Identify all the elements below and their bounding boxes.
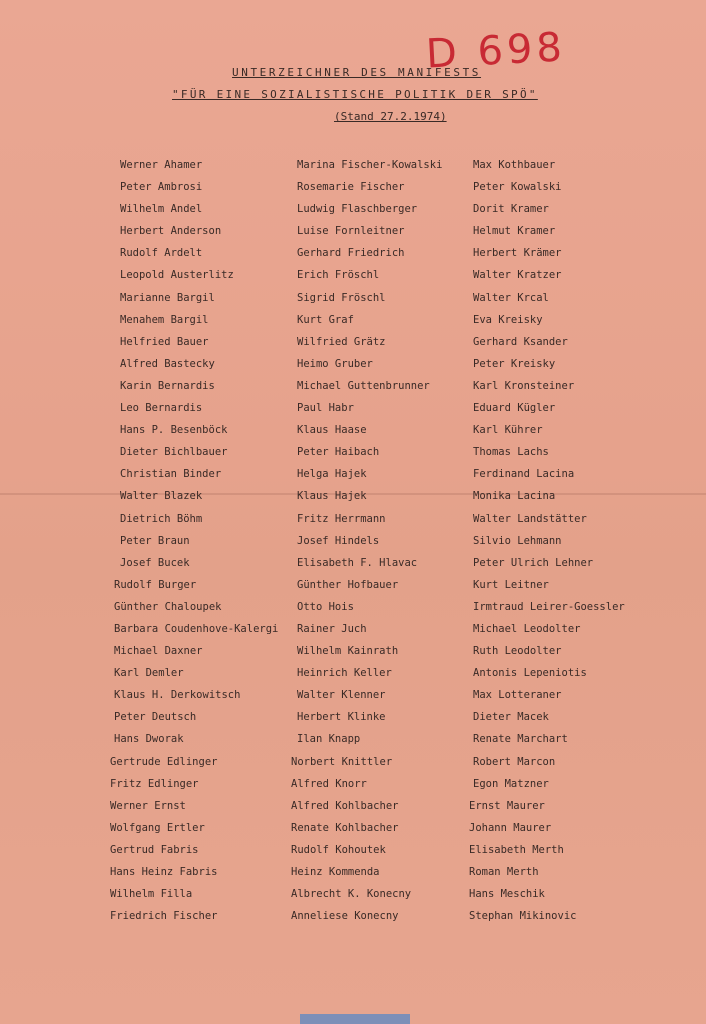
- signatory-name: Heinrich Keller: [297, 667, 392, 680]
- signatory-name: Karl Kronsteiner: [473, 379, 575, 392]
- signatory-name: Paul Habr: [297, 402, 354, 415]
- signatory-name: Ludwig Flaschberger: [297, 203, 418, 216]
- signatory-name: Peter Haibach: [297, 446, 380, 459]
- signatory-name: Wilfried Grätz: [297, 335, 386, 348]
- signatory-name: Karin Bernardis: [120, 379, 215, 392]
- signatory-name: Gerhard Friedrich: [297, 247, 405, 260]
- signatory-name: Barbara Coudenhove-Kalergi: [114, 622, 279, 635]
- signatory-name: Thomas Lachs: [473, 446, 549, 459]
- signatory-name: Ernst Maurer: [469, 799, 545, 812]
- signatory-name: Menahem Bargil: [120, 313, 209, 326]
- signatory-name: Marina Fischer-Kowalski: [297, 159, 443, 171]
- signatory-name: Herbert Anderson: [120, 225, 222, 238]
- signatory-name: Alfred Bastecky: [120, 357, 215, 370]
- signatory-name: Otto Hois: [297, 600, 354, 613]
- signatory-name: Rosemarie Fischer: [297, 181, 405, 194]
- signatory-name: Friedrich Fischer: [110, 910, 218, 923]
- signatory-name: Helmut Kramer: [473, 225, 556, 238]
- signatory-name: Dietrich Böhm: [120, 512, 203, 525]
- underlying-paper-strip: [300, 1014, 410, 1024]
- signatory-name: Eva Kreisky: [473, 313, 543, 326]
- signatory-name: Peter Kreisky: [473, 357, 556, 370]
- signatory-name: Karl Kührer: [473, 424, 543, 437]
- signatory-name: Michael Leodolter: [473, 622, 581, 635]
- signatory-name: Max Kothbauer: [473, 159, 556, 171]
- signatory-name: Peter Ambrosi: [120, 181, 203, 194]
- signatory-name: Josef Hindels: [297, 534, 380, 547]
- document-subtitle: "FÜR EINE SOZIALISTISCHE POLITIK DER SPÖ": [172, 88, 538, 101]
- signatory-name: Werner Ahamer: [120, 159, 203, 171]
- signatory-name: Erich Fröschl: [297, 269, 380, 282]
- signatory-name: Sigrid Fröschl: [297, 291, 386, 304]
- signatory-name: Günther Hofbauer: [297, 578, 399, 591]
- signatory-column-2: [291, 157, 443, 930]
- document-title: UNTERZEICHNER DES MANIFESTS: [232, 66, 482, 79]
- signatory-name: Hans P. Besenböck: [120, 424, 228, 437]
- signatory-name: Hans Heinz Fabris: [110, 866, 218, 878]
- signatory-name: Leo Bernardis: [120, 402, 203, 415]
- signatory-name: Marianne Bargil: [120, 291, 215, 304]
- signatory-name: Klaus Hajek: [297, 490, 367, 503]
- signatory-name: Helga Hajek: [297, 468, 367, 481]
- date-note: (Stand 27.2.1974): [334, 110, 447, 123]
- signatory-name: Klaus H. Derkowitsch: [114, 689, 241, 702]
- signatory-name: Alfred Kohlbacher: [291, 799, 399, 812]
- signatory-name: Fritz Herrmann: [297, 512, 386, 525]
- signatory-name: Rudolf Burger: [114, 578, 197, 591]
- signatory-name: Walter Blazek: [120, 490, 203, 503]
- signatory-name: Gertrud Fabris: [110, 843, 199, 856]
- signatory-name: Gerhard Ksander: [473, 335, 568, 348]
- signatory-name: Egon Matzner: [473, 777, 549, 790]
- signatory-name: Herbert Krämer: [473, 247, 562, 260]
- signatory-name: Gertrude Edlinger: [110, 755, 218, 768]
- signatory-name: Wilhelm Filla: [110, 888, 193, 901]
- signatory-name: Elisabeth Merth: [469, 843, 564, 856]
- signatory-name: Wilhelm Kainrath: [297, 645, 399, 658]
- signatory-name: Dorit Kramer: [473, 203, 549, 216]
- signatory-name: Luise Fornleitner: [297, 225, 405, 238]
- signatory-name: Peter Kowalski: [473, 181, 562, 194]
- signatory-name: Wolfgang Ertler: [110, 821, 205, 834]
- signatory-name: Helfried Bauer: [120, 335, 209, 348]
- signatory-name: Silvio Lehmann: [473, 534, 562, 547]
- signatory-column-3: [469, 157, 625, 930]
- signatory-name: Johann Maurer: [469, 821, 552, 834]
- signatory-name: Roman Merth: [469, 866, 539, 878]
- signatory-name: Günther Chaloupek: [114, 600, 222, 613]
- signatory-name: Albrecht K. Konecny: [291, 888, 412, 901]
- signatory-name: Walter Landstätter: [473, 512, 587, 525]
- signatory-name: Herbert Klinke: [297, 711, 386, 724]
- signatory-name: Irmtraud Leirer-Goessler: [473, 600, 625, 613]
- signatory-name: Karl Demler: [114, 667, 184, 680]
- signatory-name: Michael Daxner: [114, 645, 203, 658]
- signatory-name: Renate Kohlbacher: [291, 821, 399, 834]
- signatory-name: Wilhelm Andel: [120, 203, 203, 216]
- signatory-name: Dieter Macek: [473, 711, 549, 724]
- signatory-name: Robert Marcon: [473, 755, 556, 768]
- signatory-name: Ilan Knapp: [297, 733, 361, 746]
- signatory-name: Klaus Haase: [297, 424, 367, 437]
- signatory-name: Christian Binder: [120, 468, 222, 481]
- signatory-name: Peter Braun: [120, 534, 190, 547]
- signatory-name: Josef Bucek: [120, 556, 190, 569]
- signatory-name: Kurt Leitner: [473, 578, 549, 591]
- signatory-name: Walter Klenner: [297, 689, 386, 702]
- signatory-name: Max Lotteraner: [473, 689, 562, 702]
- signatory-name: Peter Deutsch: [114, 711, 197, 724]
- signatory-name: Hans Dworak: [114, 733, 184, 746]
- signatory-name: Walter Kratzer: [473, 269, 562, 282]
- signatory-name: Leopold Austerlitz: [120, 269, 234, 282]
- signatory-name: Rudolf Kohoutek: [291, 843, 386, 856]
- signatory-column-1: [110, 157, 279, 930]
- signatory-name: Dieter Bichlbauer: [120, 446, 228, 459]
- signatory-name: Heinz Kommenda: [291, 866, 380, 878]
- signatory-name: Stephan Mikinovic: [469, 910, 577, 923]
- signatory-name: Michael Guttenbrunner: [297, 379, 430, 392]
- signatory-name: Walter Krcal: [473, 291, 549, 304]
- signatory-name: Hans Meschik: [469, 888, 545, 901]
- signatory-name: Fritz Edlinger: [110, 777, 199, 790]
- signatory-name: Anneliese Konecny: [291, 910, 399, 923]
- signatory-name: Ruth Leodolter: [473, 645, 562, 658]
- signatory-name: Rudolf Ardelt: [120, 247, 203, 260]
- signatory-name: Peter Ulrich Lehner: [473, 556, 594, 569]
- signatory-name: Rainer Juch: [297, 622, 367, 635]
- signatory-name: Monika Lacina: [473, 490, 556, 503]
- signatory-name: Kurt Graf: [297, 313, 354, 326]
- signatory-name: Ferdinand Lacina: [473, 468, 575, 481]
- signatory-name: Antonis Lepeniotis: [473, 667, 587, 680]
- signatory-name: Alfred Knorr: [291, 777, 367, 790]
- signatory-name: Norbert Knittler: [291, 755, 393, 768]
- signatory-name: Eduard Kügler: [473, 402, 556, 415]
- signatory-name: Heimo Gruber: [297, 357, 373, 370]
- signatory-name: Werner Ernst: [110, 799, 186, 812]
- signatory-name: Elisabeth F. Hlavac: [297, 556, 418, 569]
- signatory-name: Renate Marchart: [473, 733, 568, 746]
- archive-number-handwritten: D 698: [424, 24, 567, 78]
